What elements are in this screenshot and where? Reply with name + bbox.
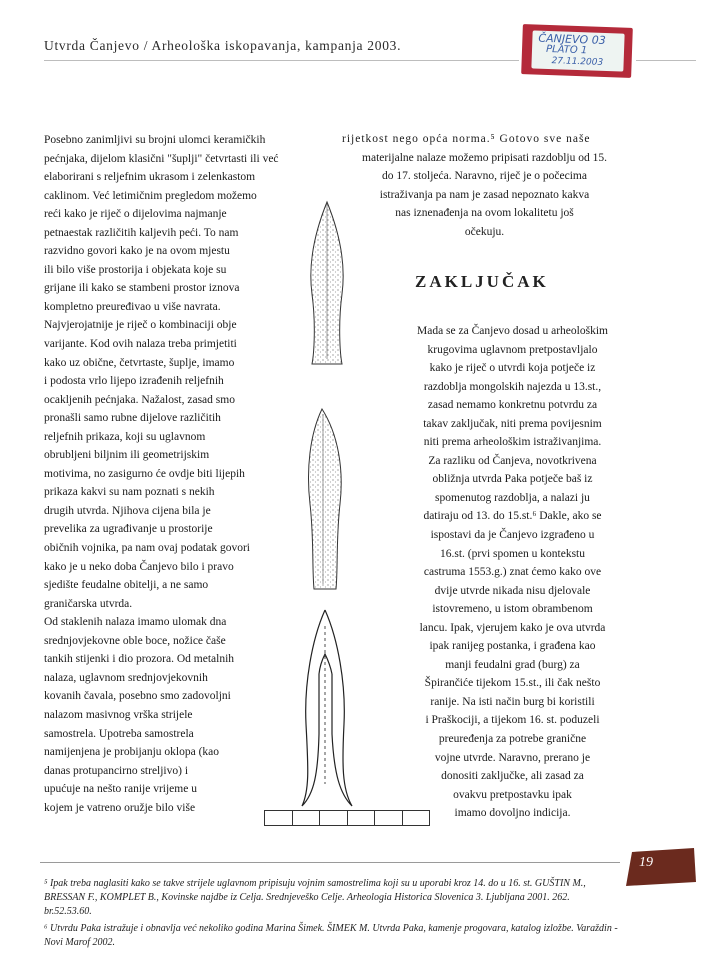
text-line: ili bilo više prostorija i objekata koje su: [44, 263, 227, 276]
text-line: castruma 1553.g.) znat ćemo kako ove: [423, 566, 602, 579]
header-rule-right: [636, 60, 696, 61]
text-line: vojne utvrde. Naravno, prerano je: [434, 751, 591, 764]
text-line: 16.st. (prvi spomen u kontekstu: [439, 547, 586, 560]
text-line: petnaestak različitih kaljevih peći. To nam: [44, 226, 239, 239]
text-line: dvije utvrde nikada nisu djelovale: [434, 584, 591, 597]
find-label-card: [521, 24, 633, 78]
find-label-date: 27.11.2003: [551, 56, 604, 68]
text-line: manji feudalni grad (burg) za: [445, 658, 580, 671]
text-line: kojem je vatreno oružje bilo više: [44, 801, 196, 814]
text-line: ispostavi da je Čanjevo izgrađeno u: [430, 529, 595, 542]
arrowhead-drawing-middle: [309, 409, 342, 589]
text-line: pećnjaka, dijelom klasični "šuplji" četvrtasti ili već: [44, 152, 279, 165]
section-heading: ZAKLJUČAK: [415, 272, 549, 291]
text-line: istovremeno, u istom obrambenom: [432, 603, 593, 616]
find-label-inner: [531, 30, 624, 71]
text-line: donositi zaključke, ali zasad za: [441, 770, 584, 783]
text-line: graničarska utvrda.: [44, 597, 133, 610]
text-line: ranije. Na isti način burg bi koristili: [430, 695, 595, 708]
text-line: nalaza, uglavnom srednjovjekovnih: [44, 671, 208, 684]
text-line: tankih stijenki i dio prozora. Od metalnih: [44, 653, 235, 666]
text-line: razvidno govori kako je na ovom mjestu: [44, 245, 230, 258]
text-line: i podosta vrlo lijepo izrađenih reljefnih: [44, 375, 224, 388]
footnotes: [44, 877, 619, 953]
text-line: Mada se za Čanjevo dosad u arheološkim: [417, 325, 608, 337]
text-line: takav zaključak, niti prema povijesnim: [423, 417, 602, 430]
running-header: Utvrda Čanjevo / Arheološka iskopavanja, kampanja 2003.: [44, 38, 402, 53]
text-line: očekuju.: [464, 225, 505, 238]
text-line: Posebno zanimljivi su brojni ulomci keramičkih: [44, 134, 266, 146]
text-line: Špirančiće tijekom 15.st., ili čak nešto: [424, 677, 601, 690]
text-line: obrubljeni biljnim ili geometrijskim: [44, 449, 210, 462]
footnote-rule: [40, 862, 620, 863]
text-line: razdoblja mongolskih najezda u 13.st.,: [423, 380, 602, 393]
text-line: obližnja utvrda Paka potječe baš iz: [432, 473, 593, 486]
text-line: ipak ranijeg postanka, i građena kao: [429, 640, 596, 653]
text-line: sjedište feudalne obitelji, a ne samo: [44, 579, 209, 592]
text-line: kako je u neko doba Čanjevo bilo i pravo: [44, 560, 234, 573]
text-line: prevelika za ugrađivanje u prostorije: [44, 523, 213, 536]
text-line: samostrela. Upotreba samostrela: [44, 727, 194, 740]
text-line: datiraju od 13. do 15.st.⁶ Dakle, ako se: [423, 510, 602, 523]
text-line: običnih vojnika, pa nam ovaj podatak govori: [44, 542, 250, 555]
text-line: Za razliku od Čanjeva, novotkrivena: [428, 454, 597, 467]
text-line: nas iznenađenja na ovom lokalitetu još: [395, 207, 574, 220]
find-label-site: ČANJEVO 03: [538, 31, 606, 47]
text-line: reljefnih prikaza, koji su uglavnom: [44, 430, 206, 443]
text-line: elaborirani s reljefnim ukrasom i zelenkastom: [44, 171, 256, 184]
text-line: caklinom. Već letimičnim pregledom možemo: [44, 189, 257, 202]
text-line: pronašli samo rubne dijelove različitih: [44, 412, 221, 425]
text-line: namijenjena je probijanju oklopa (kao: [44, 746, 219, 759]
text-line: kako je riječ o utvrdi koja potječe iz: [429, 362, 596, 375]
text-line: danas protupancirno streljivo) i: [44, 764, 189, 777]
find-label-area: PLATO 1: [545, 43, 588, 57]
text-line: prikaza kakvi su nam poznati s nekih: [44, 486, 215, 499]
text-line: rijetkost nego opća norma.⁵ Gotovo sve naše: [342, 133, 591, 145]
text-line: preuređenja za potrebe granične: [438, 733, 587, 746]
text-line: lancu. Ipak, vjerujem kako je ova utvrda: [419, 621, 606, 634]
text-line: do 17. stoljeća. Naravno, riječ je o počecima: [381, 170, 587, 183]
text-line: i Praškociji, a tijekom 16. st. poduzeli: [425, 714, 600, 727]
text-line: kako uz obične, četvrtaste, šuplje, imamo: [44, 356, 235, 369]
text-line: kovanih čavala, posebno smo zadovoljni: [44, 690, 231, 703]
text-line: nalazom masivnog vrška strijele: [44, 708, 193, 721]
text-line: spomenutog razdoblja, a nalazi ju: [435, 491, 590, 504]
arrowhead-drawing-top: [311, 202, 343, 364]
scale-bar: [264, 810, 430, 826]
text-line: materijalne nalaze možemo pripisati razdoblju od 15.: [362, 151, 607, 164]
page-number: 19: [639, 855, 653, 870]
text-line: ovakvu pretpostavku ipak: [453, 788, 572, 801]
text-line: Najvjerojatnije je riječ o kombinaciji obje: [44, 319, 237, 332]
arrowhead-drawing-bottom: [302, 610, 352, 806]
text-line: grijane ili kako se stambeni prostor iznova: [44, 282, 240, 295]
page-number-badge: [626, 848, 696, 886]
text-line: upućuje na nešto ranije vrijeme u: [44, 783, 197, 796]
text-column-right: [395, 322, 630, 823]
text-line: drugih utvrda. Njihova cijena bila je: [44, 504, 211, 517]
text-line: srednjovjekovne oble boce, nožice čaše: [44, 634, 226, 647]
arrowhead-drawings: [262, 194, 392, 814]
text-line: motivima, no zasigurno će ovdje biti lijepih: [44, 467, 245, 480]
text-line: krugovima uglavnom pretpostavljalo: [427, 343, 598, 356]
footnote-5: ⁵ Ipak treba naglasiti kako se takve strijele uglavnom pripisuju vojnim samostrelima koji su u uporabi kroz 14. do u 16. st. GUŠTIN M., BRESSAN F., KOMPLET B., Kovinske najdbe iz Celja. Srednjeveško Celje. Arheologia Historica Slovenica 3. Ljubljana 2001. 262. br.52.53.60.: [44, 878, 586, 917]
text-line: niti prema arheološkim istraživanjima.: [423, 436, 602, 449]
text-line: ocakljenih pećnjaka. Nažalost, zasad smo: [44, 393, 235, 406]
text-line: istraživanja pa nam je zasad nepoznato kakva: [379, 188, 590, 201]
text-line: zasad nemamo konkretnu potvrdu za: [427, 399, 598, 412]
text-line: reći kako je riječ o dijelovima najmanje: [44, 208, 227, 221]
text-line: kompletno preuređivao u više navrata.: [44, 300, 221, 313]
header-rule: [44, 60, 519, 61]
text-line: imamo dovoljno indicija.: [454, 807, 571, 820]
text-line: Od staklenih nalaza imamo ulomak dna: [44, 616, 227, 629]
footnote-6: ⁶ Utvrdu Paka istražuje i obnavlja već nekoliko godina Marina Šimek. ŠIMEK M. Utvrda Paka, kamenje progovara, katalog izložbe. Varaždin - Novi Marof 2002.: [44, 923, 618, 948]
text-line: varijante. Kod ovih nalaza treba primjetiti: [44, 338, 237, 351]
